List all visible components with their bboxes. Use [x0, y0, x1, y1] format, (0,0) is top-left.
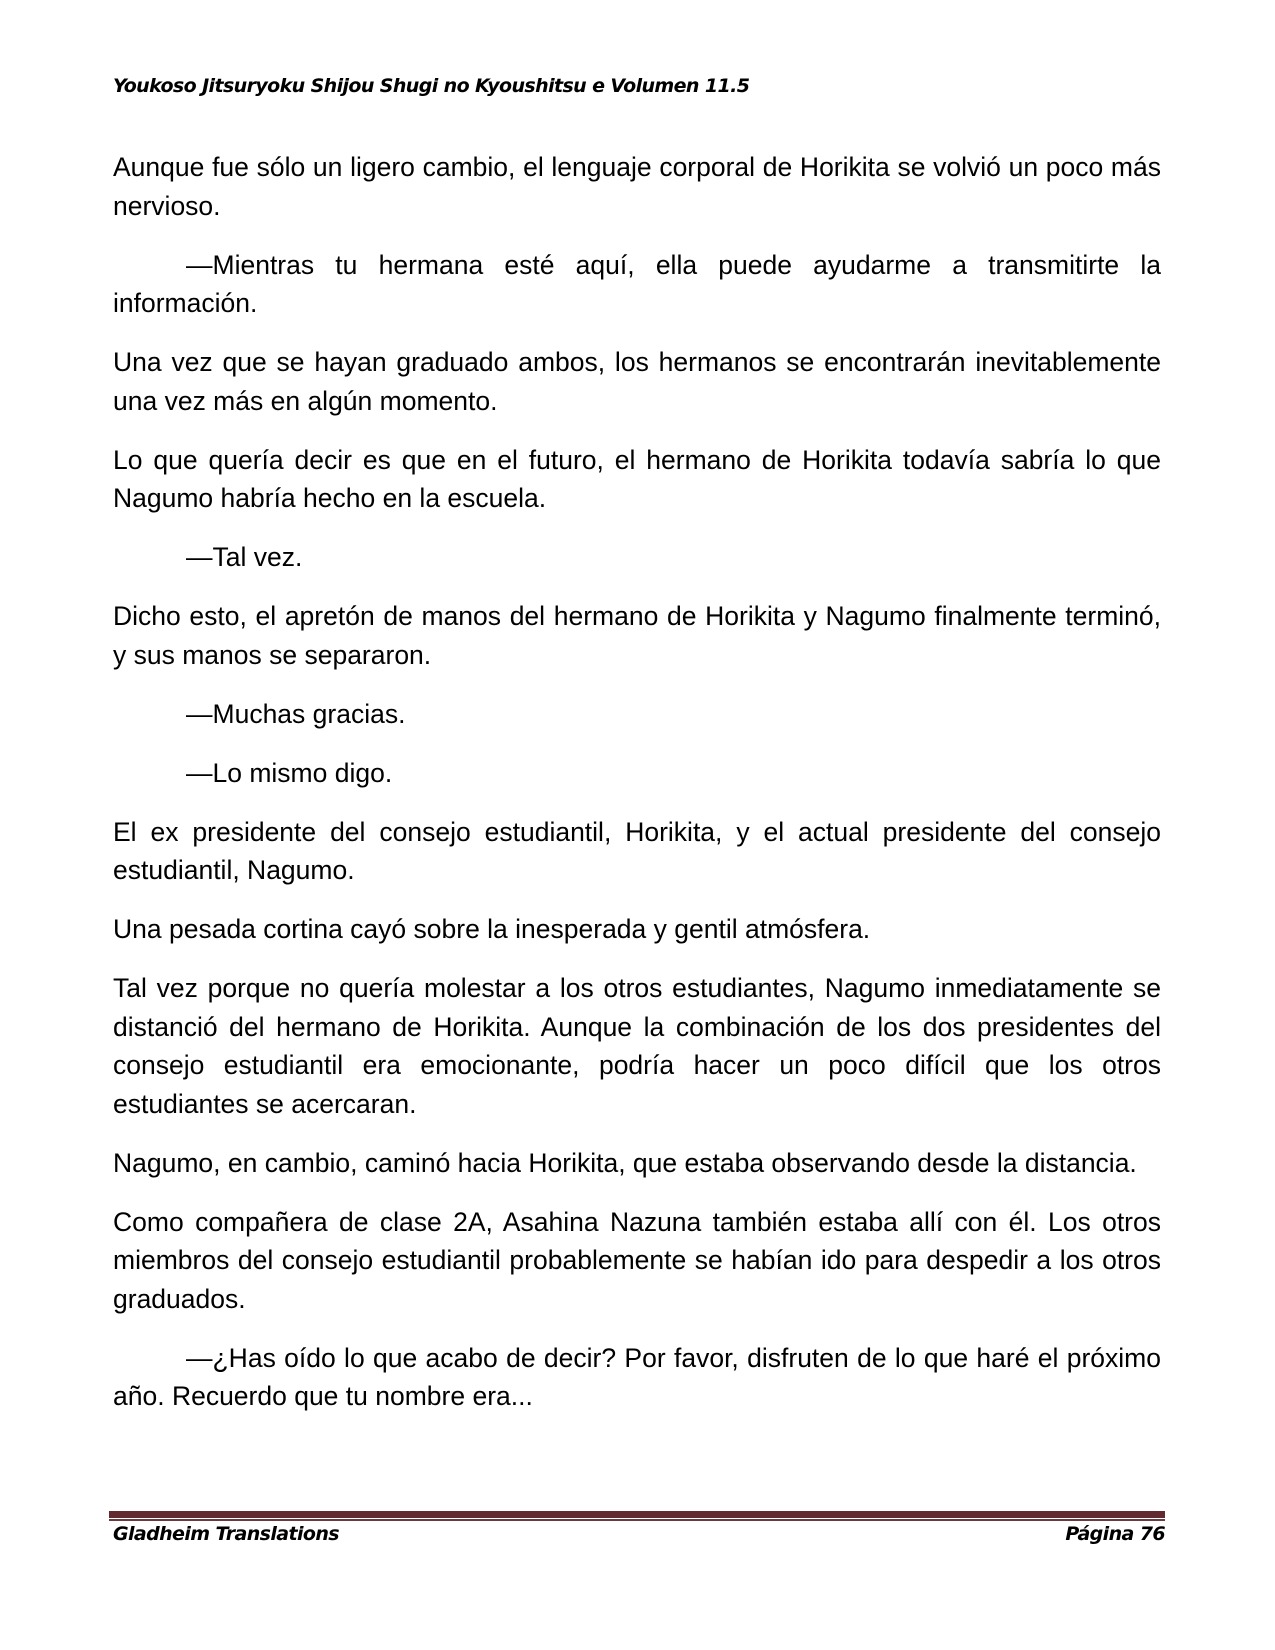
- dialogue-paragraph: —¿Has oído lo que acabo de decir? Por favor, disfruten de lo que haré el próximo año. Recuerdo que tu nombre era...: [113, 1342, 1161, 1411]
- footer-divider-thick-line: [109, 1511, 1165, 1518]
- paragraph: Dicho esto, el apretón de manos del hermano de Horikita y Nagumo finalmente terminó, y sus manos se separaron.: [113, 601, 1161, 670]
- paragraph: Nagumo, en cambio, caminó hacia Horikita, que estaba observando desde la distancia.: [113, 1147, 1137, 1178]
- paragraph: El ex presidente del consejo estudiantil, Horikita, y el actual presidente del consejo estudiantil, Nagumo.: [113, 816, 1161, 885]
- paragraph: Aunque fue sólo un ligero cambio, el lenguaje corporal de Horikita se volvió un poco más nervioso.: [113, 152, 1161, 221]
- paragraph: Una vez que se hayan graduado ambos, los hermanos se encontrarán inevitablemente una vez más en algún momento.: [113, 347, 1161, 416]
- dialogue-paragraph: —Lo mismo digo.: [186, 757, 393, 788]
- dialogue-paragraph: —Muchas gracias.: [186, 698, 406, 729]
- dialogue-paragraph: —Tal vez.: [186, 542, 303, 572]
- dialogue-paragraph: —Mientras tu hermana esté aquí, ella puede ayudarme a transmitirte la información.: [113, 249, 1161, 318]
- footer-page-number: Página 76: [1065, 1523, 1165, 1545]
- running-header-title: Youkoso Jitsuryoku Shijou Shugi no Kyoushitsu e Volumen 11.5: [113, 75, 750, 97]
- paragraph: Como compañera de clase 2A, Asahina Nazuna también estaba allí con él. Los otros miembros del consejo estudiantil probablemente se habían ido para despedir a los otros graduados.: [113, 1206, 1161, 1314]
- footer-translator-credit: Gladheim Translations: [113, 1523, 339, 1545]
- paragraph: Tal vez porque no quería molestar a los otros estudiantes, Nagumo inmediatamente se distanció del hermano de Horikita. Aunque la combinación de los dos presidentes del consejo estudiantil era emocionante, podría hacer un poco difícil que los otros estudiantes se acercaran.: [113, 973, 1161, 1119]
- body-text: [113, 148, 1161, 1436]
- paragraph: Una pesada cortina cayó sobre la inesperada y gentil atmósfera.: [113, 914, 871, 944]
- paragraph: Lo que quería decir es que en el futuro, el hermano de Horikita todavía sabría lo que Nagumo habría hecho en la escuela.: [113, 444, 1161, 513]
